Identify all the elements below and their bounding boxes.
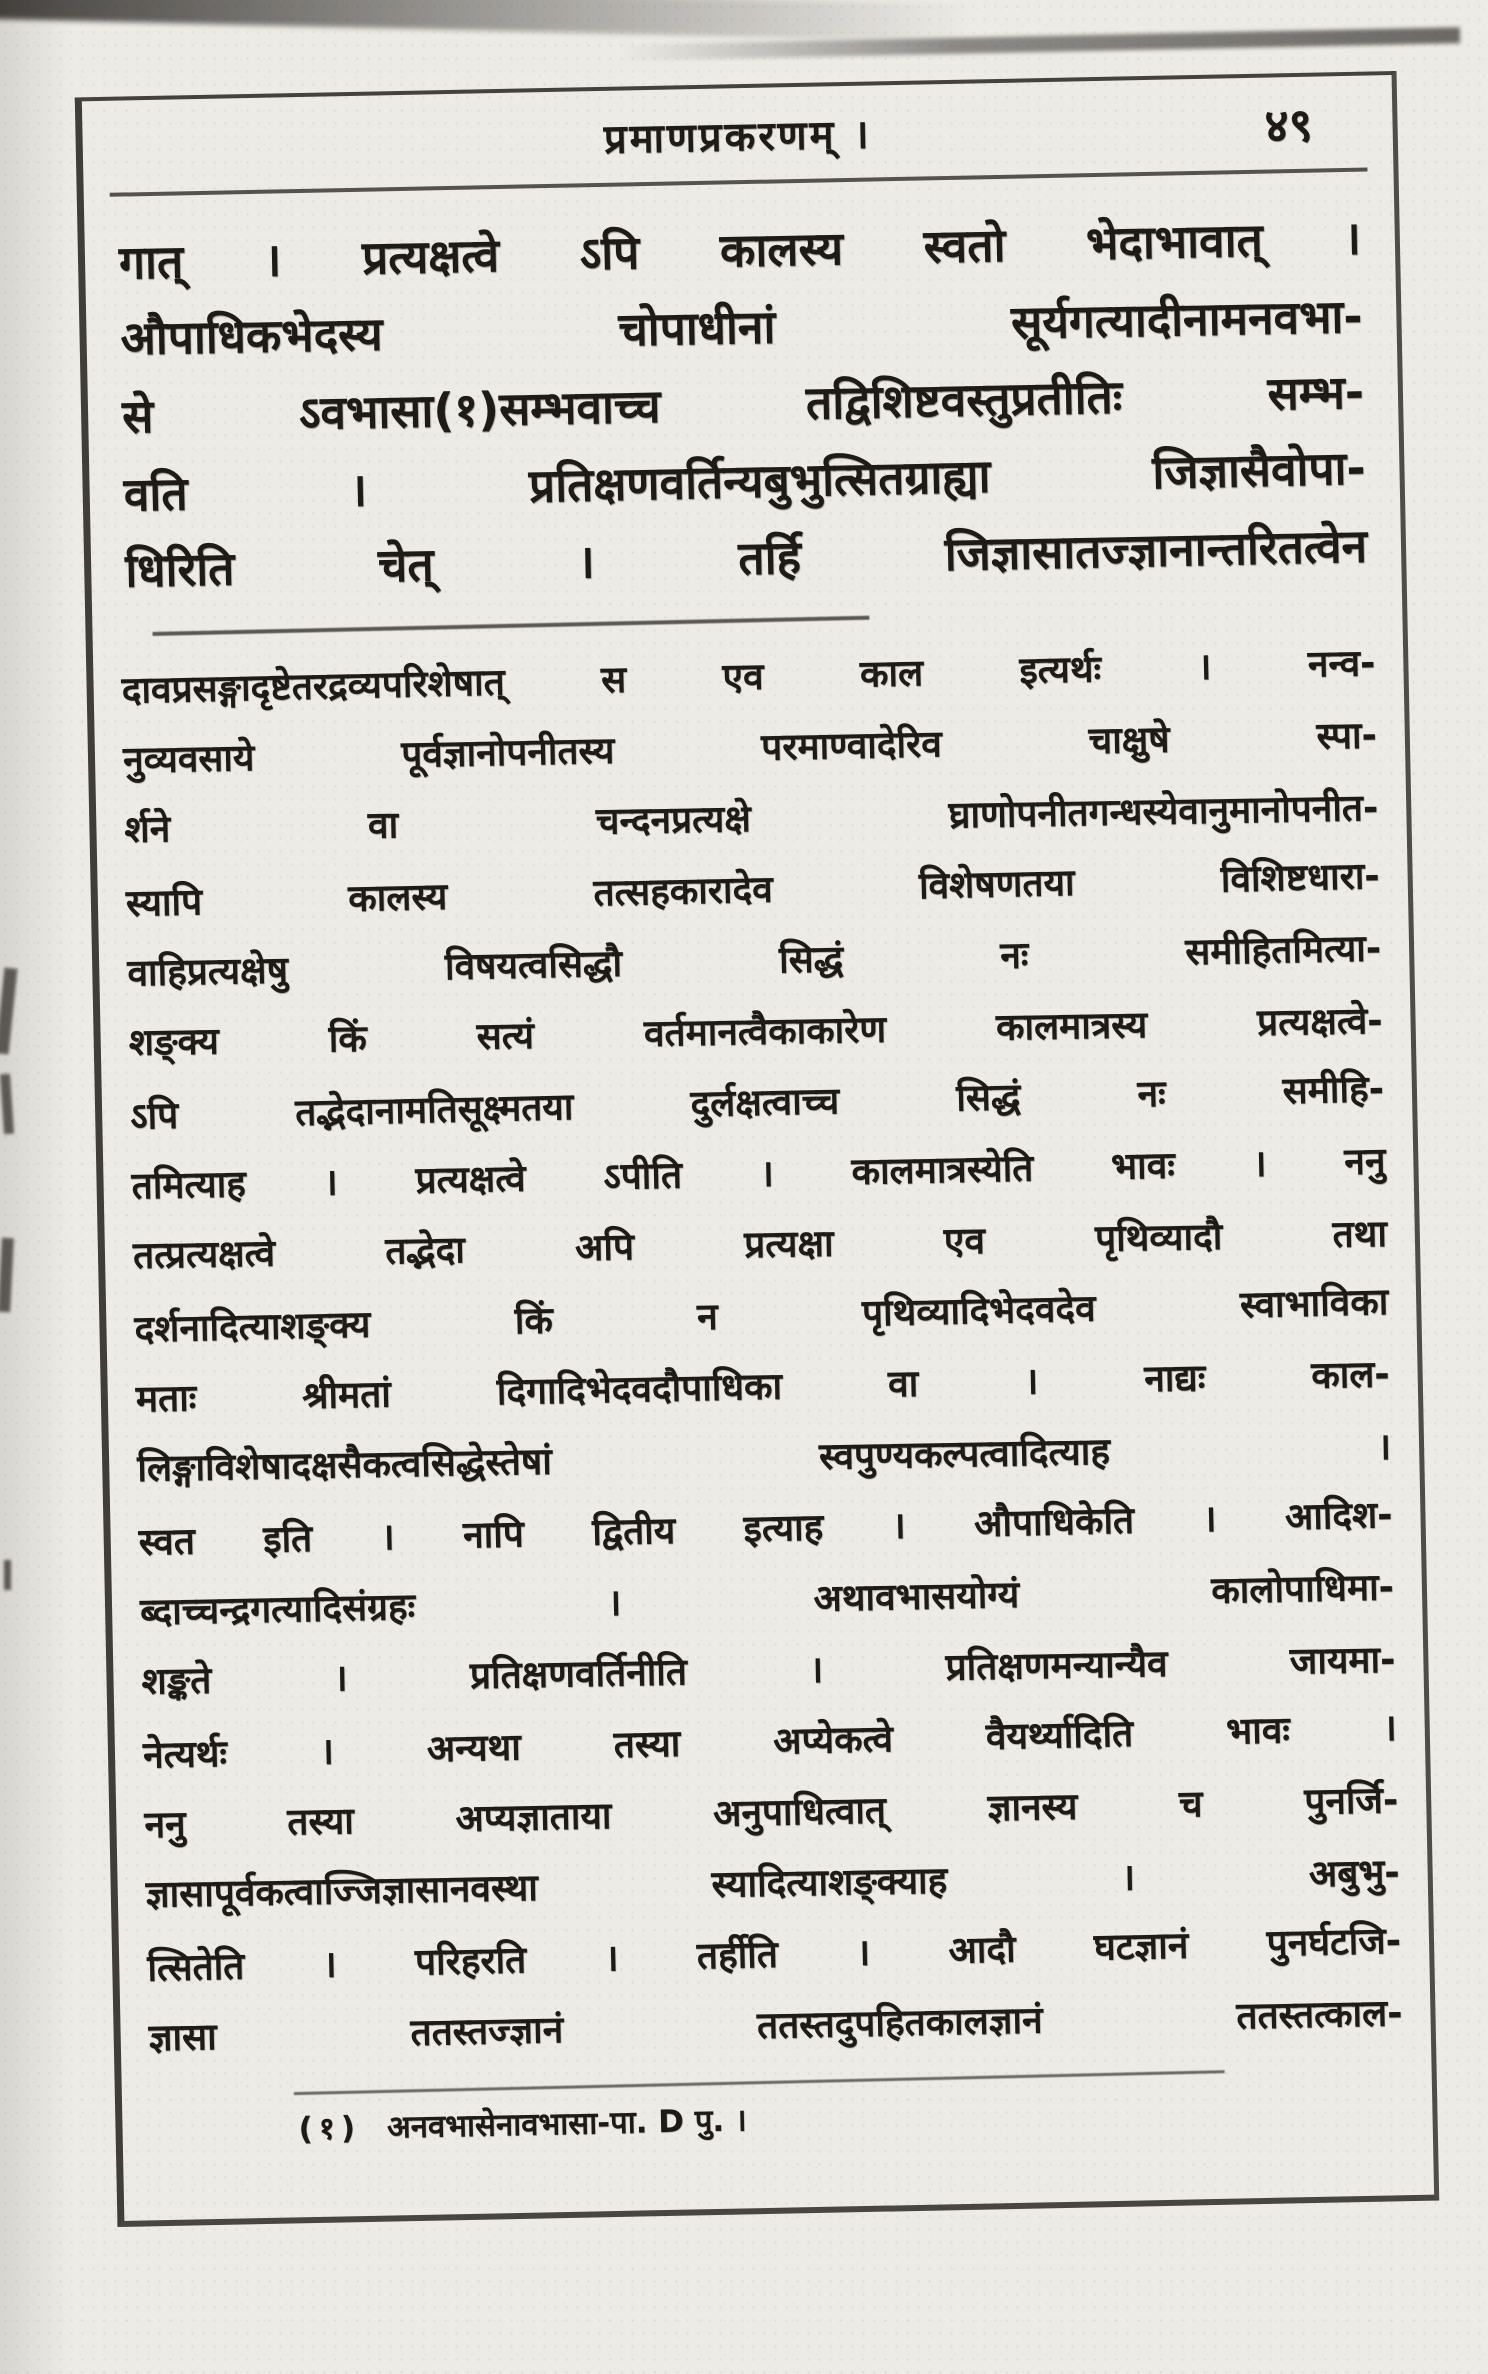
commentary-line: र्शने वा चन्दनप्रत्यक्षे घ्राणोपनीतगन्धस्येवानुमानोपनीत- [124,785,1379,852]
footnote-text: अनवभासेनावभासा-पा. D पु. । [386,2102,748,2146]
commentary-line: तमित्याह । प्रत्यक्षत्वे ऽपीति । कालमात्रस्येति भावः । ननु [131,1139,1386,1208]
commentary-line: नुव्यवसाये पूर्वज्ञानोपनीतस्य परमाण्वादेरिव चाक्षुषे स्पा- [122,713,1378,782]
commentary-line: मताः श्रीमतां दिगादिभेदवदौपाधिका वा । नाद्यः काल- [135,1352,1391,1421]
footnote-marker: (१) [298,2110,362,2148]
commentary-line: ज्ञासा ततस्तज्ज्ञानं ततस्तदुपहितकालज्ञानं ततस्तत्काल- [148,1991,1403,2060]
commentary-line: त्सितेति । परिहरति । तर्हीति । आदौ घटज्ञानं पुनर्घटजि- [146,1918,1402,1990]
main-text-line: औपाधिकभेदस्य चोपाधीनां सूर्यगत्यादीनामनवभा- [120,288,1363,366]
page-frame [75,71,1439,2227]
spine-ink-mark [0,968,17,1055]
commentary-line: दावप्रसङ्गादृष्टेतरद्रव्यपरिशेषात् स एव काल इत्यर्थः । नन्व- [121,641,1376,712]
main-text-block [110,172,1376,616]
commentary-line: शङ्कते । प्रतिक्षणवर्तिनीति । प्रतिक्षणमन्यान्यैव जायमा- [141,1637,1396,1703]
main-text-line: से ऽवभासा(१)सम्भवाच्च तद्विशिष्टवस्तुप्रतीतिः सम्भ- [121,364,1365,444]
spine-ink-mark [4,1560,11,1590]
commentary-line: तत्प्रत्यक्षत्वे तद्भेदा अपि प्रत्यक्षा एव पृथिव्यादौ तथा [132,1211,1388,1278]
commentary-line: नेत्यर्थः । अन्यथा तस्या अप्येकत्वे वैयर्थ्यादिति भावः । [142,1705,1398,1777]
commentary-line: लिङ्गाविशेषादक्षसैकत्वसिद्धेस्तेषां स्वपुण्यकल्पत्वादित्याह । [136,1424,1392,1490]
commentary-line: शङ्क्य किं सत्यं वर्तमानत्वैकाकारेण कालमात्रस्य प्रत्यक्षत्वे- [128,998,1383,1065]
main-text-line: गात् । प्रत्यक्षत्वे ऽपि कालस्य स्वतो भेदाभावात् । [118,210,1362,290]
footnote [148,2085,1407,2152]
commentary-line: ननु तस्या अप्यज्ञाताया अनुपाधित्वात् ज्ञानस्य च पुनर्जि- [144,1778,1399,1847]
main-text-line: वति । प्रतिक्षणवर्तिन्यबुभुत्सितग्राह्या जिज्ञासैवोपा- [123,440,1367,522]
commentary-line: ऽपि तद्भेदानामतिसूक्ष्मतया दुर्लक्षत्वाच्च सिद्धं नः समीहि- [129,1067,1385,1138]
page-title: प्रमाणप्रकरणम् । [603,111,872,163]
commentary-line: ब्दाच्चन्द्रगत्यादिसंग्रहः । अथावभासयोग्यं कालोपाधिमा- [139,1565,1395,1634]
commentary-line: वाहिप्रत्यक्षेषु विषयत्वसिद्धौ सिद्धं नः समीहितमित्या- [126,926,1382,995]
commentary-block [119,618,1405,2073]
commentary-line: ज्ञासापूर्वकत्वाज्जिज्ञासानवस्था स्यादित्याशङ्क्याह । अबुभु- [145,1850,1401,1916]
commentary-line: दर्शनादित्याशङ्क्य किं न पृथिव्यादिभेदवदेव स्वाभाविका [134,1280,1389,1351]
scan-smudge-top-left [0,0,970,42]
spine-ink-mark [0,1238,14,1313]
page-number: ४९ [1264,97,1314,153]
commentary-line: स्वत इति । नापि द्वितीय इत्याह । औपाधिकेति । आदिश- [138,1493,1393,1564]
main-text-line: धिरिति चेत् । तर्हि जिज्ञासातज्ज्ञानान्तरितत्वेन [124,518,1368,598]
spine-ink-mark [0,1074,14,1135]
commentary-line: स्यापि कालस्य तत्सहकारादेव विशेषणतया विशिष्टधारा- [125,854,1381,925]
